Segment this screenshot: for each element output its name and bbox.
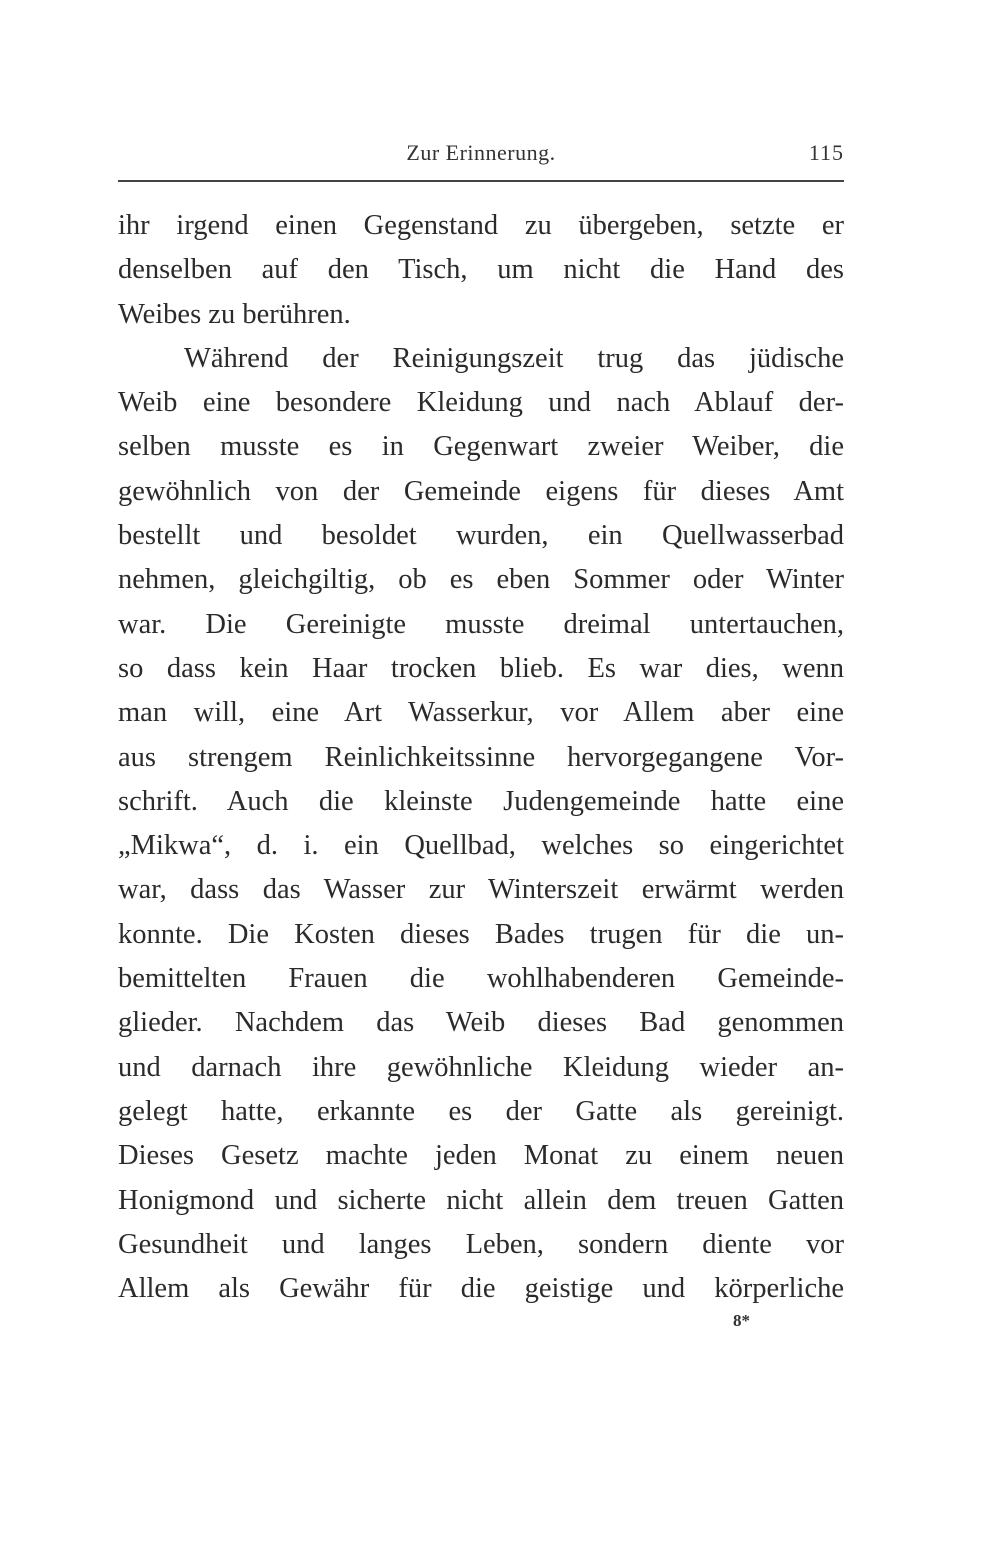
text-line: ihr irgend einen Gegenstand zu übergeben, setzte er xyxy=(118,210,844,241)
text-line: gelegt hatte, erkannte es der Gatte als gereinigt. xyxy=(118,1095,844,1127)
running-title: Zur Erinnerung. xyxy=(406,140,556,165)
running-head xyxy=(118,140,844,174)
text-line: bemittelten Frauen die wohlhabenderen Gemeinde- xyxy=(118,963,844,995)
text-line: bestellt und besoldet wurden, ein Quellwasserbad xyxy=(118,520,844,552)
text-line: man will, eine Art Wasserkur, vor Allem aber eine xyxy=(118,697,844,729)
text-line: nehmen, gleichgiltig, ob es eben Sommer oder Winter xyxy=(118,564,844,596)
text-line: glieder. Nachdem das Weib dieses Bad genommen xyxy=(118,1007,844,1039)
text-line: selben musste es in Gegenwart zweier Weiber, die xyxy=(118,431,844,463)
text-line: war, dass das Wasser zur Winterszeit erwärmt werden xyxy=(118,874,844,906)
header-rule xyxy=(118,180,844,182)
signature-mark: 8* xyxy=(733,1311,750,1330)
page-number: 115 xyxy=(808,140,844,165)
text-line: Weib eine besondere Kleidung und nach Ablauf der- xyxy=(118,387,844,419)
text-line: konnte. Die Kosten dieses Bades trugen für die un- xyxy=(118,918,844,950)
text-line: aus strengem Reinlichkeitssinne hervorgegangene Vor- xyxy=(118,741,844,773)
text-line: Gesundheit und langes Leben, sondern diente vor xyxy=(118,1228,844,1260)
text-line: Dieses Gesetz machte jeden Monat zu einem neuen xyxy=(118,1140,844,1172)
body-text xyxy=(118,204,844,1311)
text-line: Honigmond und sicherte nicht allein dem treuen Gatten xyxy=(118,1184,844,1216)
text-line: schrift. Auch die kleinste Judengemeinde hatte eine xyxy=(118,785,844,817)
text-line: Allem als Gewähr für die geistige und körperliche xyxy=(118,1273,844,1305)
text-line: so dass kein Haar trocken blieb. Es war dies, wenn xyxy=(118,652,844,684)
text-line: Weibes zu berühren. xyxy=(118,298,351,330)
text-line: „Mikwa“, d. i. ein Quellbad, welches so eingerichtet xyxy=(118,830,844,862)
text-line: und darnach ihre gewöhnliche Kleidung wieder an- xyxy=(118,1051,844,1083)
text-line: Während der Reinigungszeit trug das jüdische xyxy=(184,342,844,374)
text-line: denselben auf den Tisch, um nicht die Hand des xyxy=(118,254,844,286)
text-line: gewöhnlich von der Gemeinde eigens für dieses Amt xyxy=(118,475,844,507)
text-line: war. Die Gereinigte musste dreimal untertauchen, xyxy=(118,608,844,640)
